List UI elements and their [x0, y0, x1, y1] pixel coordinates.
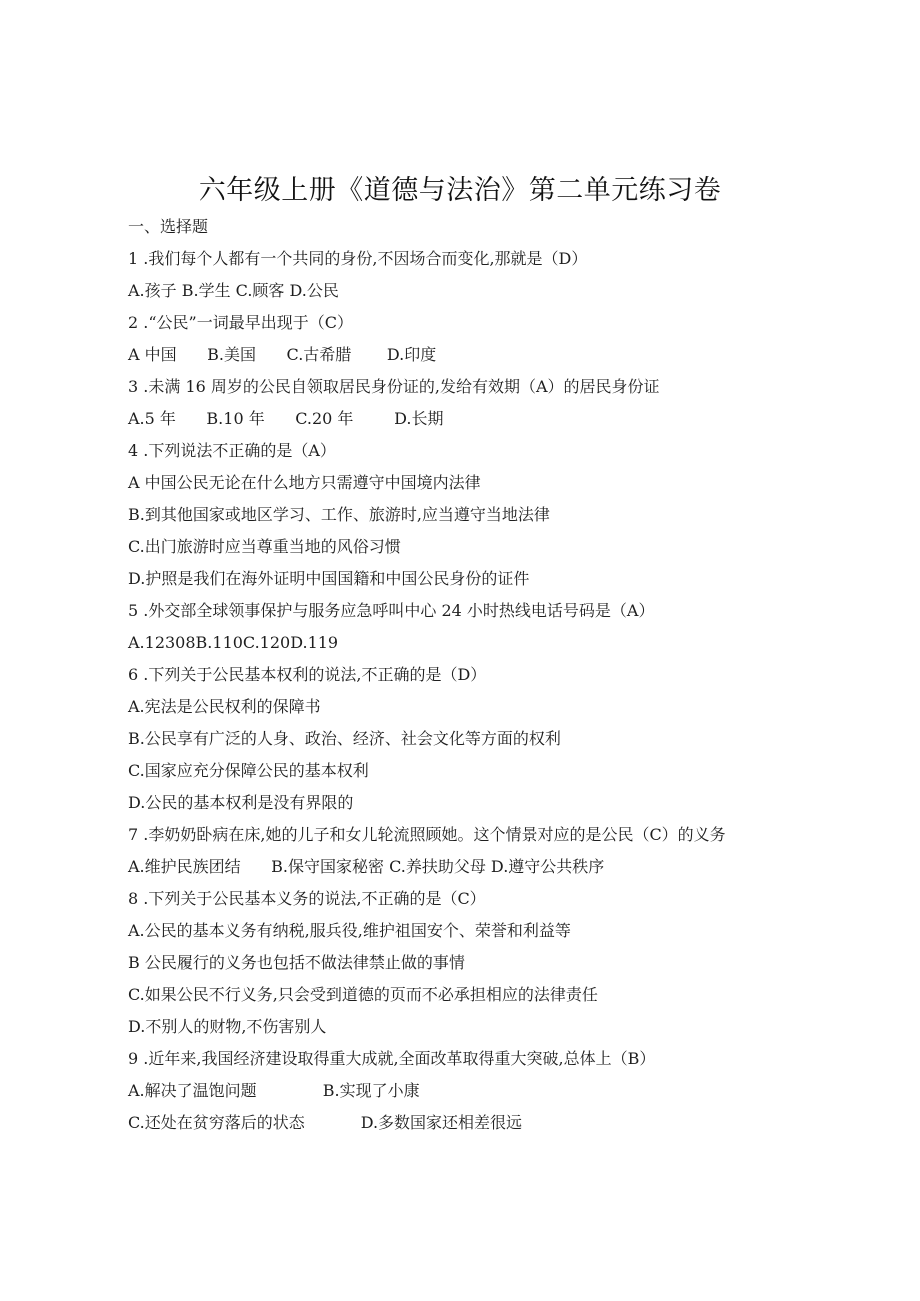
question-6-option-b: B.公民享有广泛的人身、政治、经济、社会文化等方面的权利 — [128, 729, 561, 748]
question-6-option-a: A.宪法是公民权利的保障书 — [128, 697, 321, 716]
question-3-options: A.5 年 B.10 年 C.20 年 D.长期 — [128, 409, 444, 428]
question-5-options: A.12308B.110C.120D.119 — [128, 633, 339, 652]
question-4-option-d: D.护照是我们在海外证明中国国籍和中国公民身份的证件 — [128, 569, 530, 588]
question-4-option-b: B.到其他国家或地区学习、工作、旅游时,应当遵守当地法律 — [128, 505, 550, 524]
question-4-option-c: C.出门旅游时应当尊重当地的风俗习惯 — [128, 537, 401, 556]
question-6-option-c: C.国家应充分保障公民的基本权利 — [128, 761, 369, 780]
question-7: 7 .李奶奶卧病在床,她的儿子和女儿轮流照顾她。这个情景对应的是公民（C）的义务 — [128, 825, 726, 844]
question-6-option-d: D.公民的基本权利是没有界限的 — [128, 793, 354, 812]
question-9-options-ab: A.解决了温饱问题 B.实现了小康 — [128, 1081, 420, 1100]
question-8-option-a: A.公民的基本义务有纳税,服兵役,维护祖国安个、荣誉和利益等 — [128, 921, 571, 940]
question-8: 8 .下列关于公民基本义务的说法,不正确的是（C） — [128, 889, 486, 908]
question-8-option-b: B 公民履行的义务也包括不做法律禁止做的事情 — [128, 953, 465, 972]
question-2-options: A 中国 B.美国 C.古希腊 D.印度 — [128, 345, 437, 364]
question-9: 9 .近年来,我国经济建设取得重大成就,全面改革取得重大突破,总体上（B） — [128, 1049, 656, 1068]
question-1: 1 .我们每个人都有一个共同的身份,不因场合而变化,那就是（D） — [128, 249, 588, 268]
question-1-options: A.孩子 B.学生 C.顾客 D.公民 — [128, 281, 339, 300]
question-6: 6 .下列关于公民基本权利的说法,不正确的是（D） — [128, 665, 487, 684]
question-5: 5 .外交部全球领事保护与服务应急呼叫中心 24 小时热线电话号码是（A） — [128, 601, 655, 620]
question-4: 4 .下列说法不正确的是（A） — [128, 441, 336, 460]
question-7-options: A.维护民族团结 B.保守国家秘密 C.养扶助父母 D.遵守公共秩序 — [128, 857, 605, 876]
section-heading: 一、选择题 — [128, 217, 209, 236]
question-8-option-d: D.不别人的财物,不伤害别人 — [128, 1017, 327, 1036]
question-9-options-cd: C.还处在贫穷落后的状态 D.多数国家还相差很远 — [128, 1113, 523, 1132]
document-title: 六年级上册《道德与法治》第二单元练习卷 — [198, 175, 722, 206]
question-4-option-a: A 中国公民无论在什么地方只需遵守中国境内法律 — [128, 473, 481, 492]
question-2: 2 .“公民”一词最早出现于（C） — [128, 313, 353, 332]
question-8-option-c: C.如果公民不行义务,只会受到道德的页而不必承担相应的法律责任 — [128, 985, 598, 1004]
question-3: 3 .未满 16 周岁的公民自领取居民身份证的,发给有效期（A）的居民身份证 — [128, 377, 660, 396]
